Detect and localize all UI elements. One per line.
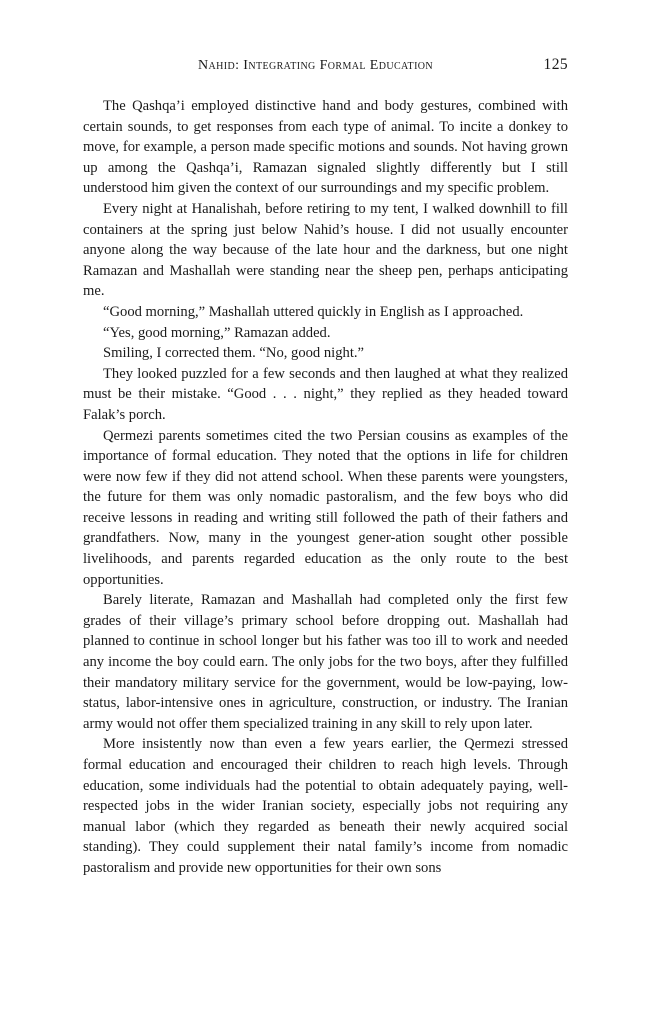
- paragraph: More insistently now than even a few years earlier, the Qermezi stressed formal education and encouraged their children to reach high levels. Through education, some individuals had the potential to obtain adequately paying, well-respected jobs in the wider Iranian society, especially jobs not requiring any manual labor (which they regarded as beneath their newly acquired social standing). They could supplement their natal family’s income from nomadic pastoralism and provide new opportunities for their own sons: [83, 736, 568, 876]
- page-number: 125: [543, 56, 568, 73]
- paragraph: The Qashqa’i employed distinctive hand and body gestures, combined with certain sounds, to get responses from each type of animal. To incite a donkey to move, for example, a person made specific motions and sounds. Not having grown up among the Qashqa’i, Ramazan signaled slightly differently but I still understood him given the context of our surroundings and my specific problem.: [83, 98, 568, 197]
- paragraph: They looked puzzled for a few seconds and then laughed at what they realized must be their mistake. “Good . . . night,” they replied as they headed toward Falak’s porch.: [83, 365, 568, 423]
- running-head: [83, 58, 568, 78]
- paragraph: Qermezi parents sometimes cited the two Persian cousins as examples of the importance of formal education. They noted that the options in life for children were now few if they did not attend school. When these parents were youngsters, the future for them was only nomadic pastoralism, and the few boys who did receive lessons in reading and writing still followed the path of their fathers and grandfathers. Now, many in the youngest gener-ation sought other possible livelihoods, and parents regarded education as the only route to the best opportunities.: [83, 427, 568, 588]
- paragraph: Every night at Hanalishah, before retiring to my tent, I walked downhill to fill containers at the spring just below Nahid’s house. I did not usually encounter anyone along the way because of the late hour and the darkness, but one night Ramazan and Mashallah were standing near the sheep pen, perhaps anticipating me.: [83, 200, 568, 300]
- paragraph: “Yes, good morning,” Ramazan added.: [103, 324, 331, 341]
- paragraph: Barely literate, Ramazan and Mashallah had completed only the first few grades of their village’s primary school before dropping out. Mashallah had planned to continue in school longer but his father was too ill to work and needed any income the boy could earn. The only jobs for the two boys, after they fulfilled their mandatory military service for the government, would be low-paying, low-status, labor-intensive ones in agriculture, construction, or industry. The Iranian army would not offer them specialized training in any skill to rely upon later.: [83, 592, 568, 732]
- body-text: [83, 96, 568, 879]
- paragraph: “Good morning,” Mashallah uttered quickly in English as I approached.: [103, 303, 524, 320]
- running-title: Nahid: Integrating Formal Education: [198, 58, 434, 73]
- paragraph: Smiling, I corrected them. “No, good night.”: [103, 345, 365, 362]
